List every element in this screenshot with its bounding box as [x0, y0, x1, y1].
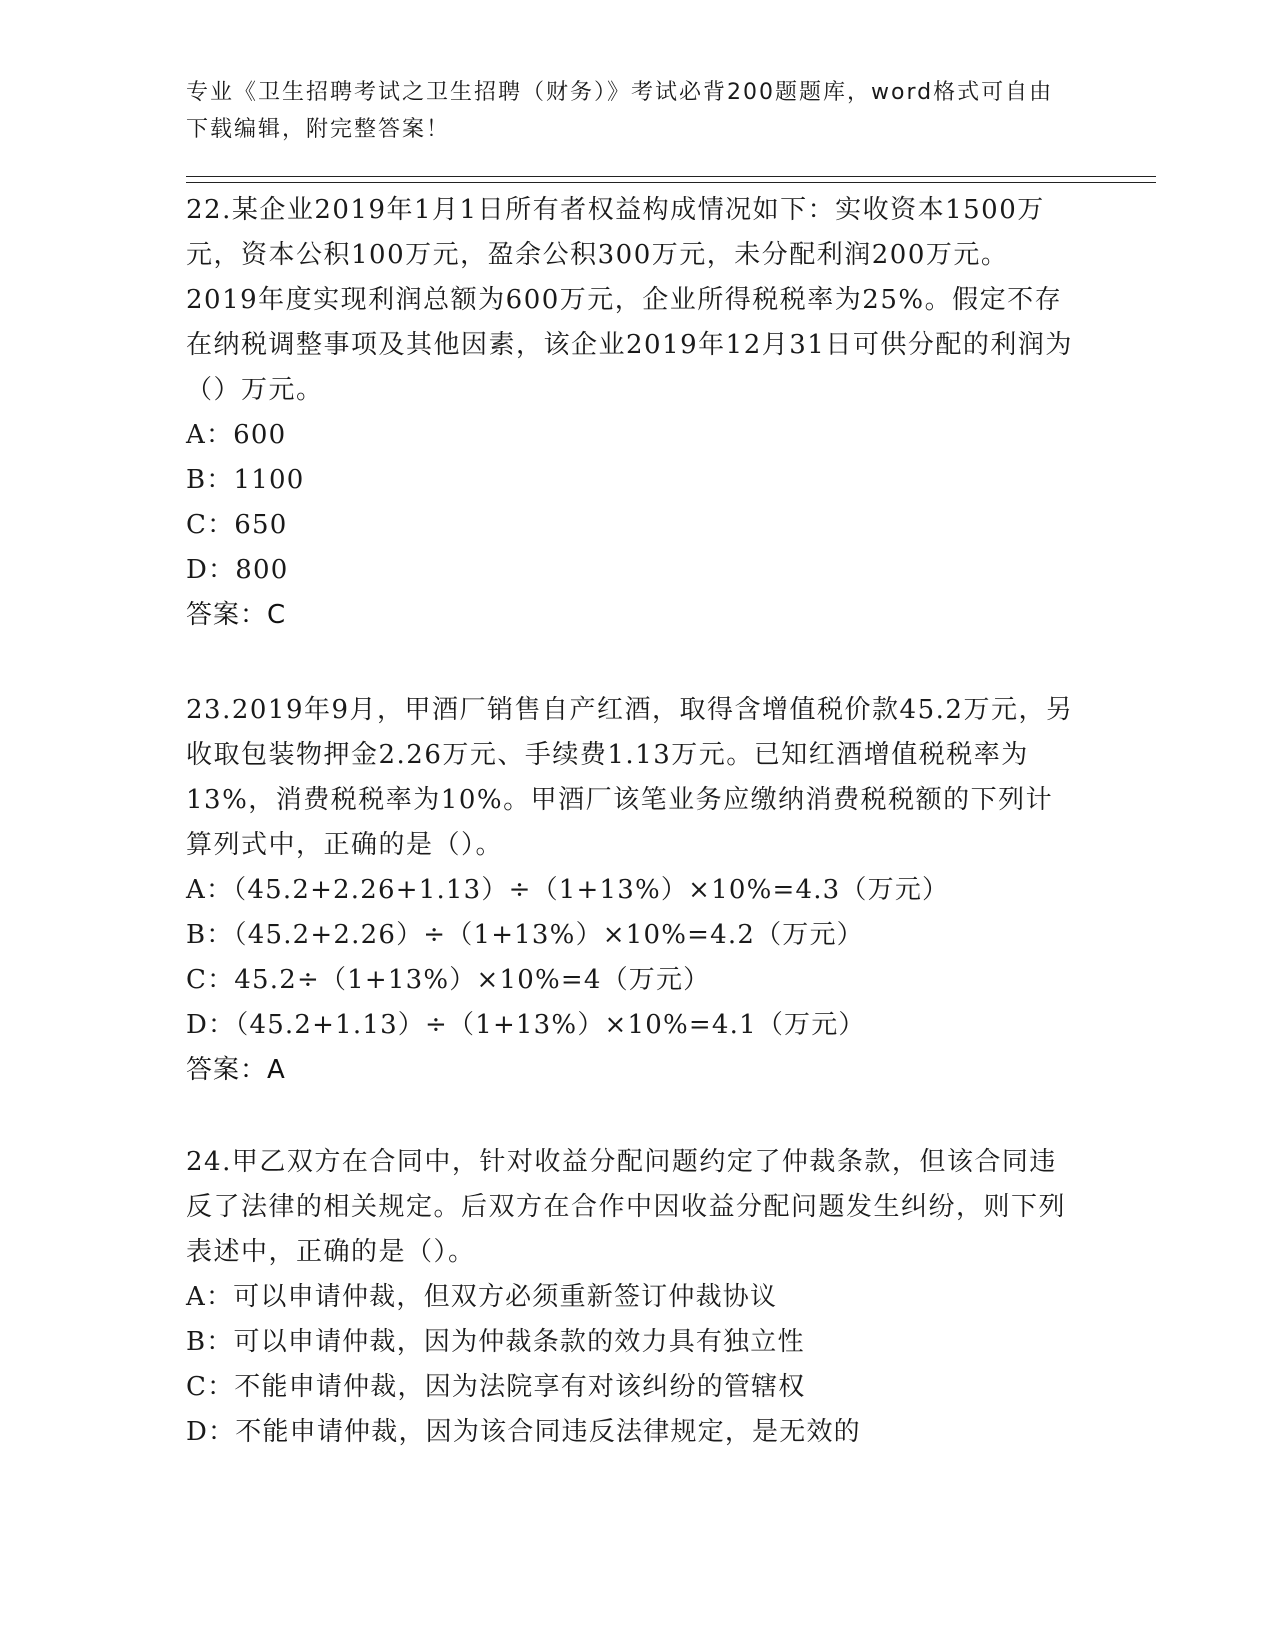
option-a: A：（45.2+2.26+1.13）÷（1+13%）×10%=4.3（万元） [186, 875, 950, 905]
question-stem: 22.某企业2019年1月1日所有者权益构成情况如下：实收资本1500万元，资本公积100万元，盈余公积300万元，未分配利润200万元。2019年度实现利润总额为600万元，企业所得税税率为25%。假定不存在纳税调整事项及其他因素，该企业2019年12月31日可供分配的利润为（）万元。 [186, 195, 1073, 405]
question-stem: 24.甲乙双方在合同中，针对收益分配问题约定了仲裁条款，但该合同违反了法律的相关规定。后双方在合作中因收益分配问题发生纠纷，则下列表述中，正确的是（）。 [186, 1147, 1067, 1267]
question-stem: 23.2019年9月，甲酒厂销售自产红酒，取得含增值税价款45.2万元，另收取包装物押金2.26万元、手续费1.13万元。已知红酒增值税税率为13%，消费税税率为10%。甲酒厂该笔业务应缴纳消费税税额的下列计算列式中，正确的是（）。 [186, 695, 1074, 860]
option-a: A：600 [186, 420, 287, 450]
option-b: B：1100 [186, 465, 305, 495]
question-24 [186, 1140, 1076, 1455]
option-d: D：800 [186, 555, 289, 585]
document-header: 专业《卫生招聘考试之卫生招聘（财务）》考试必背200题题库，word格式可自由下载编辑，附完整答案！ [186, 80, 1054, 142]
question-22 [186, 188, 1076, 638]
header-divider-bottom [186, 182, 1156, 183]
option-b: B：（45.2+2.26）÷（1+13%）×10%=4.2（万元） [186, 920, 864, 950]
option-c: C：不能申请仲裁，因为法院享有对该纠纷的管辖权 [186, 1372, 806, 1402]
question-23 [186, 688, 1076, 1093]
option-c: C：45.2÷（1+13%）×10%=4（万元） [186, 965, 711, 995]
header-divider-top [186, 176, 1156, 177]
option-c: C：650 [186, 510, 288, 540]
option-d: D：（45.2+1.13）÷（1+13%）×10%=4.1（万元） [186, 1010, 866, 1040]
option-a: A：可以申请仲裁，但双方必须重新签订仲裁协议 [186, 1282, 778, 1312]
option-d: D：不能申请仲裁，因为该合同违反法律规定，是无效的 [186, 1417, 861, 1447]
answer-line: 答案：A [186, 1055, 286, 1085]
option-b: B：可以申请仲裁，因为仲裁条款的效力具有独立性 [186, 1327, 805, 1357]
answer-line: 答案：C [186, 600, 287, 630]
